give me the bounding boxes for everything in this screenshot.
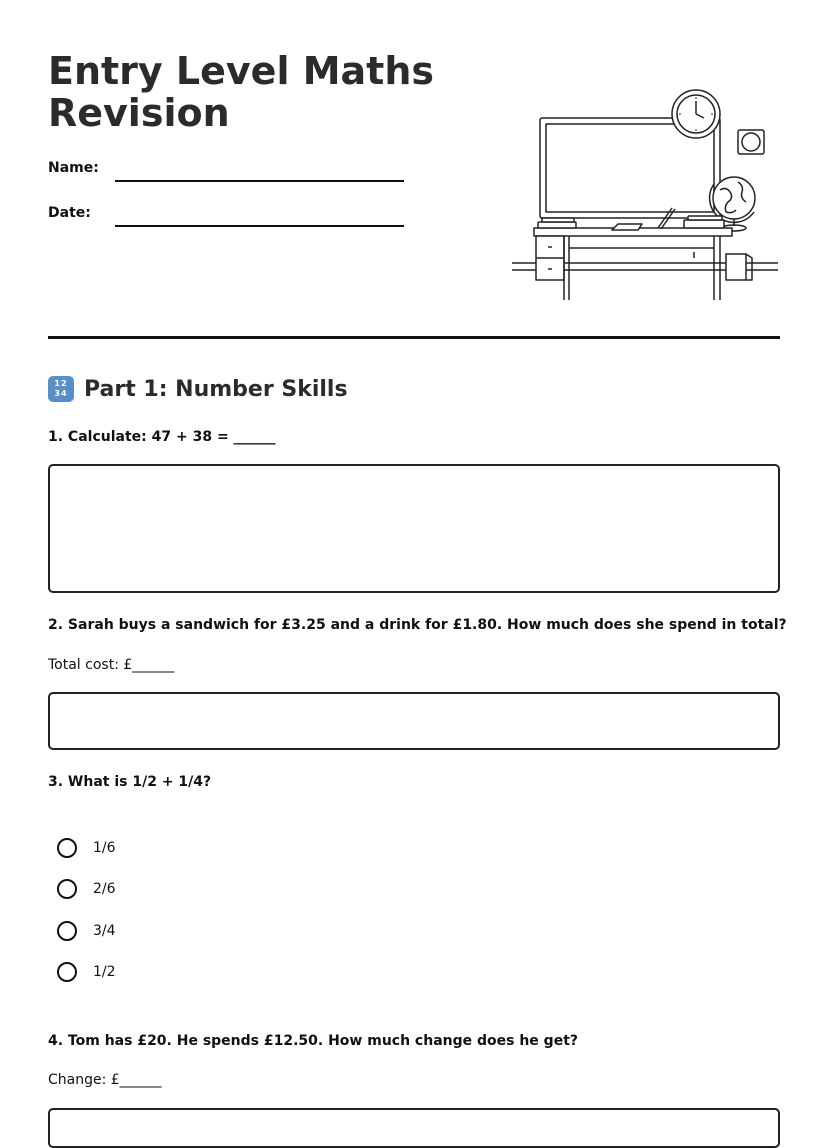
answer-box-4[interactable] bbox=[48, 1108, 780, 1148]
radio-button[interactable] bbox=[57, 838, 77, 858]
radio-button[interactable] bbox=[57, 962, 77, 982]
date-label: Date: bbox=[48, 205, 91, 221]
option-label: 1/6 bbox=[93, 840, 116, 856]
input-numbers-emoji: 12 34 bbox=[48, 376, 74, 402]
question-2-text: 2. Sarah buys a sandwich for £3.25 and a drink for £1.80. How much does she spend in total? bbox=[48, 617, 787, 633]
radio-button[interactable] bbox=[57, 921, 77, 941]
box-icon bbox=[726, 254, 752, 280]
option-1[interactable] bbox=[57, 835, 116, 861]
answer-box-1[interactable] bbox=[48, 464, 780, 593]
question-3-text: 3. What is 1/2 + 1/4? bbox=[48, 774, 212, 790]
section-title-text: Part 1: Number Skills bbox=[84, 376, 348, 402]
date-field[interactable] bbox=[115, 225, 404, 227]
title-line-2: Revision bbox=[48, 91, 230, 135]
option-label: 2/6 bbox=[93, 881, 116, 897]
name-label: Name: bbox=[48, 160, 99, 176]
question-2-prompt: Total cost: £______ bbox=[48, 657, 175, 673]
title-line-1: Entry Level Maths bbox=[48, 49, 434, 93]
section-title-number-skills bbox=[48, 374, 348, 404]
wall-badge-icon bbox=[738, 130, 764, 154]
option-label: 1/2 bbox=[93, 964, 116, 980]
question-1-text: 1. Calculate: 47 + 38 = ______ bbox=[48, 429, 276, 445]
option-label: 3/4 bbox=[93, 923, 116, 939]
wall-clock-icon bbox=[672, 90, 720, 138]
classroom-desk-illustration bbox=[508, 88, 782, 304]
name-field[interactable] bbox=[115, 180, 404, 182]
option-3[interactable] bbox=[57, 918, 116, 944]
header-divider bbox=[48, 336, 780, 339]
question-4-text: 4. Tom has £20. He spends £12.50. How much change does he get? bbox=[48, 1033, 579, 1049]
option-2[interactable] bbox=[57, 876, 116, 902]
answer-box-2[interactable] bbox=[48, 692, 780, 750]
option-4[interactable] bbox=[57, 959, 116, 985]
radio-button[interactable] bbox=[57, 879, 77, 899]
question-4-prompt: Change: £______ bbox=[48, 1072, 162, 1088]
worksheet-title bbox=[48, 50, 468, 134]
